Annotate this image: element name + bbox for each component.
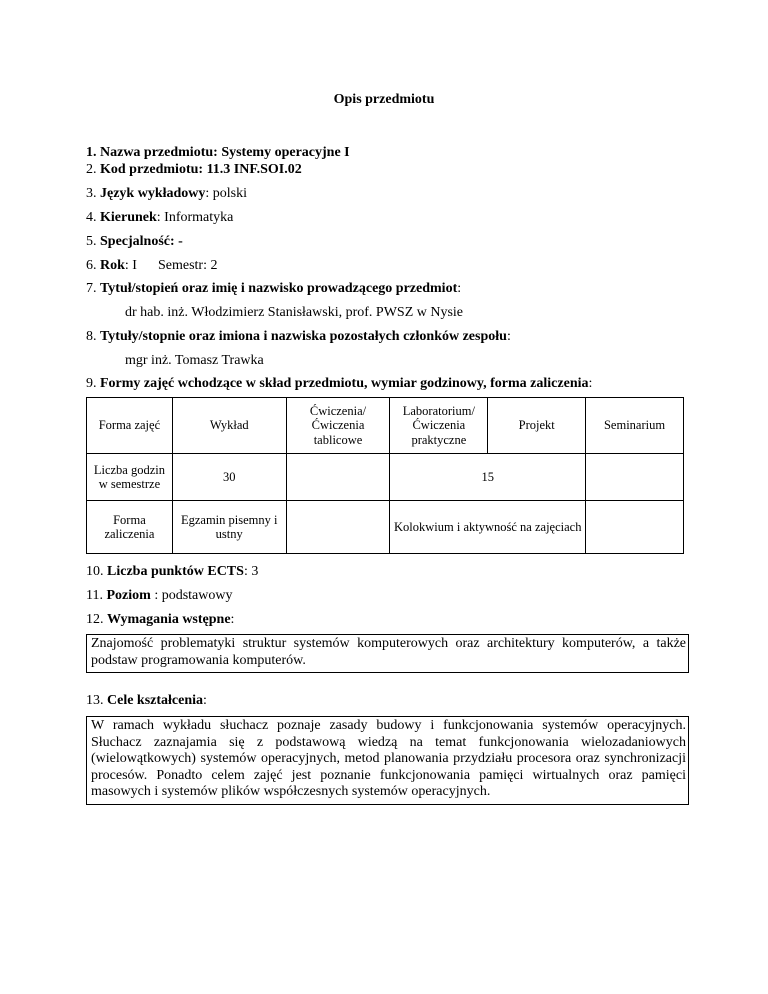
section-9-label: Formy zajęć wchodzące w skład przedmiotu, wymiar godzinowy, forma zaliczenia	[100, 376, 589, 391]
header-laboratorium: Laboratorium/ Ćwiczenia praktyczne	[390, 398, 488, 454]
section-3	[86, 186, 247, 203]
hours-wyklad: 30	[172, 454, 286, 501]
section-1	[86, 145, 350, 162]
section-4-number: 4.	[86, 210, 97, 225]
section-12-number: 12.	[86, 612, 104, 627]
section-1-number: 1.	[86, 145, 97, 160]
section-11-value: : podstawowy	[150, 588, 233, 603]
pass-cwiczenia	[286, 501, 390, 554]
section-8-number: 8.	[86, 329, 97, 344]
section-2-value: 11.3 INF.SOI.02	[206, 162, 302, 177]
section-1-value: Systemy operacyjne I	[221, 145, 350, 160]
section-3-number: 3.	[86, 186, 97, 201]
section-7-label: Tytuł/stopień oraz imię i nazwisko prowadzącego przedmiot	[100, 281, 458, 296]
section-7-value: dr hab. inż. Włodzimierz Stanisławski, prof. PWSZ w Nysie	[125, 305, 464, 320]
objectives-box: W ramach wykładu słuchacz poznaje zasady budowy i funkcjonowania systemów operacyjnych. Słuchacz zaznajamia się z podstawową wiedzą na temat funkcjonowania wielozadaniowych (wielowątkowych) systemów operacyjnych, metod planowania przydziału procesora oraz synchronizacji procesów. Ponadto celem zajęć jest poznanie funkcjonowania pamięci wirtualnych oraz pamięci masowych i systemów plików współczesnych systemów operacyjnych.	[86, 716, 689, 805]
header-forma-zajec: Forma zajęć	[87, 398, 173, 454]
section-10-value: : 3	[243, 564, 259, 579]
hours-cwiczenia	[286, 454, 390, 501]
section-11-number: 11.	[86, 588, 103, 603]
table-row-hours	[87, 454, 684, 501]
section-6-semestr: Semestr: 2	[157, 258, 218, 273]
section-10-number: 10.	[86, 564, 104, 579]
section-7-colon: :	[457, 281, 462, 296]
section-3-label: Język wykładowy	[100, 186, 206, 201]
section-1-label: Nazwa przedmiotu:	[100, 145, 218, 160]
table-header-row	[87, 398, 684, 454]
section-9-colon: :	[588, 376, 593, 391]
section-10-label: Liczba punktów ECTS	[107, 564, 244, 579]
document-title: Opis przedmiotu	[333, 92, 435, 107]
section-7	[86, 281, 461, 298]
section-10	[86, 564, 258, 581]
table-row-pass	[87, 501, 684, 554]
hours-seminarium	[586, 454, 684, 501]
prerequisites-box: Znajomość problematyki struktur systemów komputerowych oraz architektury komputerów, a także podstaw programowania komputerów.	[86, 634, 689, 673]
header-projekt: Projekt	[488, 398, 586, 454]
pass-seminarium	[586, 501, 684, 554]
section-7-number: 7.	[86, 281, 97, 296]
section-3-value: : polski	[205, 186, 248, 201]
section-12-label: Wymagania wstępne	[107, 612, 231, 627]
section-12	[86, 612, 234, 629]
section-8-value: mgr inż. Tomasz Trawka	[125, 353, 264, 368]
section-4-value: : Informatyka	[156, 210, 234, 225]
section-4-label: Kierunek	[100, 210, 157, 225]
section-5-number: 5.	[86, 234, 97, 249]
pass-wyklad: Egzamin pisemny i ustny	[172, 501, 286, 554]
section-4	[86, 210, 233, 227]
row-hours-label: Liczba godzin w semestrze	[87, 454, 173, 501]
section-8-label: Tytuły/stopnie oraz imiona i nazwiska pozostałych członków zespołu	[100, 329, 507, 344]
section-13-colon: :	[203, 693, 207, 708]
header-cwiczenia: Ćwiczenia/ Ćwiczenia tablicowe	[286, 398, 390, 454]
section-2-number: 2.	[86, 162, 97, 177]
row-pass-label: Forma zaliczenia	[87, 501, 173, 554]
section-6-number: 6.	[86, 258, 97, 273]
section-5-label: Specjalność: -	[100, 234, 183, 249]
section-6-rok-value: : I	[124, 258, 137, 273]
section-13-label: Cele kształcenia	[107, 693, 204, 708]
section-12-colon: :	[230, 612, 235, 627]
section-13	[86, 693, 207, 710]
header-wyklad: Wykład	[172, 398, 286, 454]
section-9	[86, 376, 592, 393]
section-8	[86, 329, 511, 346]
forms-table	[86, 397, 684, 554]
section-8-colon: :	[506, 329, 511, 344]
section-2-label: Kod przedmiotu:	[100, 162, 204, 177]
section-6	[86, 258, 217, 275]
section-2	[86, 162, 302, 179]
section-11	[86, 588, 232, 605]
section-9-number: 9.	[86, 376, 97, 391]
section-13-number: 13.	[86, 693, 104, 708]
section-6-label: Rok	[100, 258, 125, 273]
hours-lab: 15	[390, 454, 586, 501]
section-5	[86, 234, 183, 251]
section-11-label: Poziom	[106, 588, 151, 603]
header-seminarium: Seminarium	[586, 398, 684, 454]
pass-lab: Kolokwium i aktywność na zajęciach	[390, 501, 586, 554]
